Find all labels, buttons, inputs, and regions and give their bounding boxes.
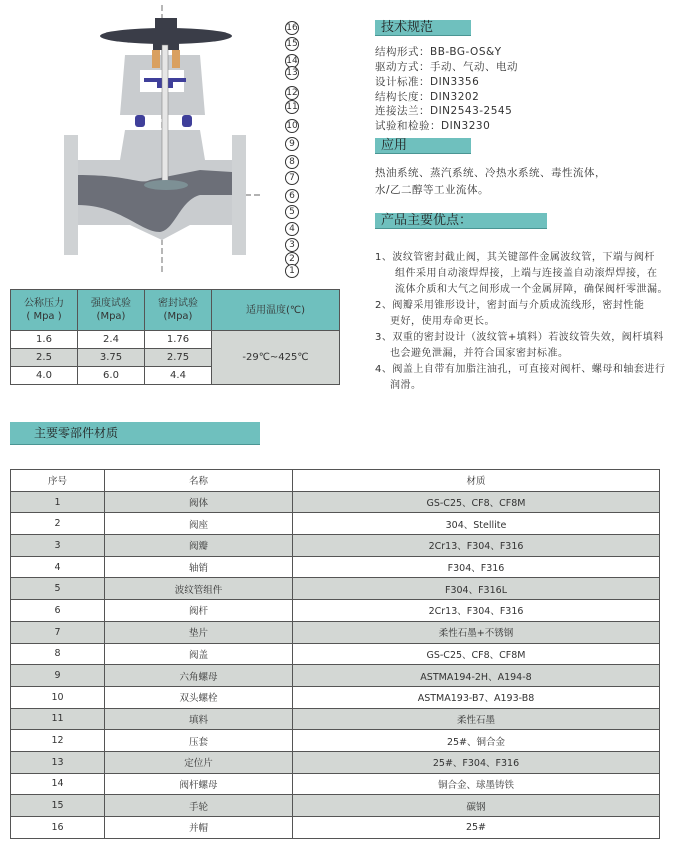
table-row [11,773,660,795]
callout-8: 8 [285,155,299,169]
cell-number: 11 [11,708,105,730]
cell: 1.76 [145,331,212,349]
cell-name: 阀杆 [105,600,293,622]
cell-name: 并帽 [105,817,293,839]
cell: 4.4 [145,367,212,385]
cell-material: 25#、F304、F316 [293,751,660,773]
table-row [11,665,660,687]
header-nominal-pressure: 公称压力 ( Mpa ) [11,290,78,331]
cell-name: 阀瓣 [105,535,293,557]
cell-number: 16 [11,817,105,839]
section-title-materials: 主要零部件材质 [10,422,260,445]
cell-name: 阀体 [105,491,293,513]
cell-number: 4 [11,556,105,578]
cell-number: 7 [11,621,105,643]
cell-name: 双头螺栓 [105,686,293,708]
cell: 1.6 [11,331,78,349]
table-row [11,331,340,349]
spec-line: 设计标准：DIN3356 [375,76,480,88]
header-strength-test: 强度试验 (Mpa) [78,290,145,331]
advantage-line: 流体介质和大气之间形成一个金属屏障，确保阀杆零泄漏。 [395,284,668,295]
cell-material: 柔性石墨+不锈钢 [293,621,660,643]
table-row [11,556,660,578]
spec-line: 试验和检验：DIN3230 [375,120,491,132]
cell-material: GS-C25、CF8、CF8M [293,643,660,665]
cell-name: 波纹管组件 [105,578,293,600]
callout-16: 16 [286,23,298,33]
cell-material: 柔性石墨 [293,708,660,730]
cell-name: 填料 [105,708,293,730]
cell-number: 10 [11,686,105,708]
table-row [11,513,660,535]
cell-number: 1 [11,491,105,513]
callout-5: 5 [285,205,299,219]
cell: 6.0 [78,367,145,385]
section-title-application: 应用 [375,138,471,154]
callout-15: 15 [286,39,298,49]
cell: 2.75 [145,349,212,367]
callout-6: 6 [285,189,299,203]
table-row [11,621,660,643]
table-row [11,578,660,600]
advantage-line: 更好，使用寿命更长。 [390,316,495,327]
section-title-specs: 技术规范 [375,20,471,36]
callout-2: 2 [285,252,299,266]
table-row [11,730,660,752]
table-row [11,708,660,730]
cell: 4.0 [11,367,78,385]
cell-name: 轴销 [105,556,293,578]
advantage-line: 1、波纹管密封截止阀，其关键部件金属波纹管，下端与阀杆 [375,252,655,263]
application-line: 水/乙二醇等工业流体。 [375,184,490,196]
cell-material: 铜合金、球墨铸铁 [293,773,660,795]
cell-name: 阀盖 [105,643,293,665]
cell-number: 6 [11,600,105,622]
header-seal-test: 密封试验 (Mpa) [145,290,212,331]
cell-number: 9 [11,665,105,687]
cell-material: F304、F316L [293,578,660,600]
callout-7: 7 [285,171,299,185]
cell: 3.75 [78,349,145,367]
advantage-line: 组件采用自动滚焊焊接，上端与连接盖自动滚焊焊接，在 [395,268,658,279]
header-number: 序号 [11,470,105,492]
cell-name: 垫片 [105,621,293,643]
cell-number: 8 [11,643,105,665]
pressure-test-table [10,289,340,385]
table-row [11,686,660,708]
section-title-advantages: 产品主要优点： [375,213,547,229]
cell-number: 13 [11,751,105,773]
cell: 2.4 [78,331,145,349]
cell-name: 六角螺母 [105,665,293,687]
cell-material: ASTMA194-2H、A194-8 [293,665,660,687]
table-row [11,817,660,839]
spec-line: 驱动方式：手动、气动、电动 [375,61,518,73]
cell-material: 25#、铜合金 [293,730,660,752]
cell-number: 2 [11,513,105,535]
cell-material: 碳钢 [293,795,660,817]
table-row [11,535,660,557]
header-name: 名称 [105,470,293,492]
cell: 2.5 [11,349,78,367]
cell-material: 2Cr13、F304、F316 [293,600,660,622]
callout-3: 3 [285,238,299,252]
callout-12: 12 [286,88,298,98]
callout-4: 4 [285,222,299,236]
callout-9: 9 [285,137,299,151]
materials-table [10,469,660,839]
cell-number: 5 [11,578,105,600]
cell-material: F304、F316 [293,556,660,578]
callout-14: 14 [286,56,298,66]
cell-number: 14 [11,773,105,795]
advantage-line: 润滑。 [390,380,422,391]
cell-name: 压套 [105,730,293,752]
cell-material: 25# [293,817,660,839]
header-temperature: 适用温度(℃) [212,290,340,331]
valve-cross-section-diagram [60,0,290,280]
advantage-line: 4、阀盖上自带有加脂注油孔，可直接对阀杆、螺母和轴套进行 [375,364,666,375]
cell-name: 手轮 [105,795,293,817]
table-row [11,643,660,665]
cell-material: 304、Stellite [293,513,660,535]
table-row [11,600,660,622]
advantage-line: 3、双重的密封设计（波纹管+填料）若波纹管失效，阀杆填料 [375,332,664,343]
application-line: 热油系统、蒸汽系统、冷热水系统、毒性流体， [375,167,606,179]
table-row [11,751,660,773]
cell-name: 阀杆螺母 [105,773,293,795]
spec-line: 连接法兰：DIN2543-2545 [375,105,513,117]
table-row [11,795,660,817]
spec-line: 结构长度：DIN3202 [375,91,480,103]
callout-10: 10 [286,121,298,131]
callout-1: 1 [285,264,299,278]
cell-material: 2Cr13、F304、F316 [293,535,660,557]
cell-name: 阀座 [105,513,293,535]
spec-line: 结构形式：BB-BG-OS&Y [375,46,502,58]
temperature-range: -29℃~425℃ [212,331,340,385]
table-row [11,491,660,513]
header-material: 材质 [293,470,660,492]
callout-13: 13 [286,68,298,78]
advantage-line: 2、阀瓣采用锥形设计，密封面与介质成流线形，密封性能 [375,300,645,311]
cell-number: 3 [11,535,105,557]
cell-number: 15 [11,795,105,817]
cell-name: 定位片 [105,751,293,773]
advantage-line: 也会避免泄漏，并符合国家密封标准。 [390,348,569,359]
cell-material: GS-C25、CF8、CF8M [293,491,660,513]
cell-number: 12 [11,730,105,752]
cell-material: ASTMA193-B7、A193-B8 [293,686,660,708]
callout-11: 11 [286,102,298,112]
